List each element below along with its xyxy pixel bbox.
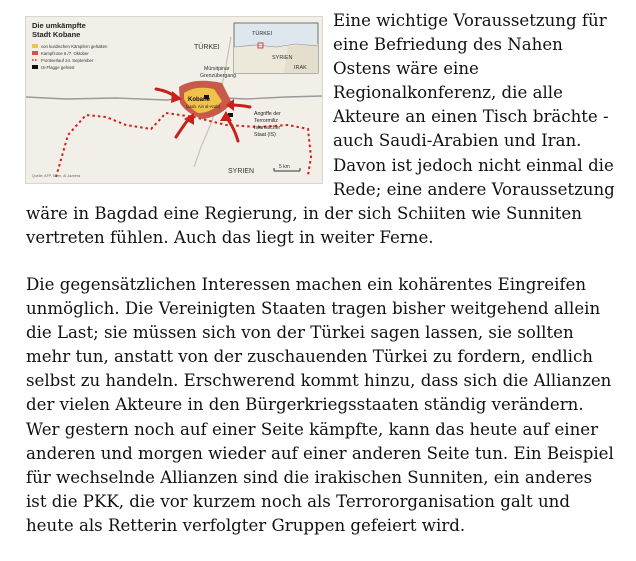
label-attack-4: Staat (IS) (254, 132, 276, 138)
map-source: Quelle: AFP, Stern, Al Jazeera (32, 174, 81, 178)
label-city-sub: (arab. Ain al-Arab) (186, 104, 220, 109)
label-attack-1: Angriffe der (254, 111, 281, 117)
inset-label-iraq: IRAK (294, 65, 307, 71)
legend-label-flag: IS-Flagge gehisst (41, 65, 75, 70)
label-attack-3: Islamischer (254, 125, 281, 131)
figure-float-spacer (26, 9, 333, 192)
label-border-crossing-1: Mürsitpinar (204, 66, 230, 72)
label-attack-2: Terrormiliz (254, 118, 278, 124)
scale-label: 5 km (279, 164, 290, 170)
legend-label-held: von kurdischen Kämpfern gehalten (41, 44, 108, 49)
paragraph-1: Eine wichtige Voraussetzung für eine Befriedung des Nahen Ostens wäre eine Regionalkonferenz, die alle Akteure an einen Tisch brächte - auch Saudi-Arabien und Iran. Davon ist jedoch nicht einmal die Rede; eine andere Voraussetzung wäre in Bagdad eine Regierung, in der sich Schiiten wie Sunniten vertreten fühlen. Auch das liegt in weiter Ferne. (26, 11, 615, 247)
article-body (26, 9, 616, 561)
label-border-crossing-2: Grenzübergang (200, 73, 237, 79)
map-title-line1: Die umkämpfte (32, 21, 86, 30)
map-title-line2: Stadt Kobane (32, 30, 81, 39)
label-syria: SYRIEN (228, 168, 255, 175)
label-city: Kobane (188, 97, 211, 103)
inset-label-syria: SYRIEN (272, 55, 293, 61)
inset-label-turkey: TÜRKEI (252, 31, 273, 37)
legend-label-front: Frontverlauf 24. September (41, 58, 94, 63)
paragraph-2: Die gegensätzlichen Interessen machen ein kohärentes Eingreifen unmöglich. Die Vereinigten Staaten tragen bisher weitgehend allein die Last; sie müssen sich von der Türkei sagen lassen, sie sollten mehr tun, anstatt von der zuschauenden Türkei zu fordern, endlich selbst zu handeln. Erschwerend kommt hinzu, dass sich die Allianzen der vielen Akteure in den Bürgerkriegsstaaten ständig verändern. Wer gestern noch auf einer Seite kämpfte, kann das heute auf einer anderen und morgen wieder auf einer anderen Seite tun. Ein Beispiel für wechselnde Allianzen sind die irakischen Sunniten, ein anderes ist die PKK, die vor kurzem noch als Terrororganisation galt und heute als Retterin verfolgter Gruppen gefeiert wird. (26, 274, 614, 535)
label-turkey: TÜRKEI (194, 44, 220, 51)
legend-label-combat: Kampfzone 6./7. Oktober (41, 51, 89, 56)
